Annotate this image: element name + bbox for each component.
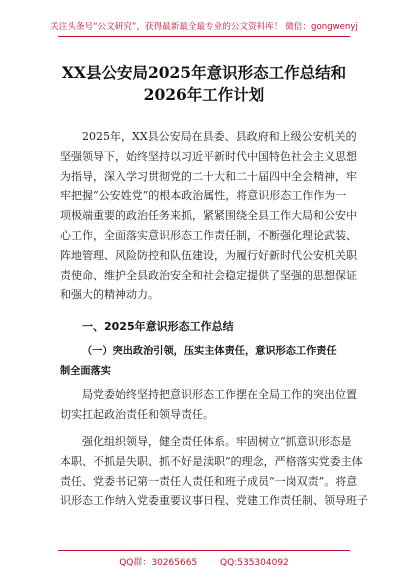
subsection-heading-1 — [60, 342, 350, 382]
intro-line: 心工作，全面落实意识形态工作责任制，不断强化理论武装、 — [60, 228, 357, 242]
title-line-2: 2026年工作计划 — [143, 85, 265, 104]
header-banner: 关注头条号“公文研究”，获得最新最全最专业的公文资料库！ 微信：gongwenyj — [50, 22, 358, 32]
intro-line: 坚强领导下，始终坚持以习近平新时代中国特色社会主义思想 — [60, 149, 357, 163]
footer-qq-number: QQ:535304092 — [220, 558, 289, 568]
intro-line: 和强大的精神动力。 — [60, 288, 159, 302]
paragraph-2 — [60, 432, 368, 511]
intro-line: 2025年，XX县公安局在县委、县政府和上级公安机关的 — [82, 130, 357, 143]
paragraph-line: 局党委始终坚持把意识形态工作摆在全局工作的突出位置 — [82, 388, 357, 401]
section-heading-1: 一、2025年意识形态工作总结 — [82, 320, 234, 333]
paragraph-line: 切实扛起政治责任和领导责任。 — [60, 407, 214, 421]
footer-divider — [58, 550, 350, 551]
footer-qq-group: QQ群：30265665 — [119, 558, 198, 568]
intro-line: 为指导，深入学习贯彻党的二十大和二十届四中全会精神，牢 — [60, 169, 357, 183]
intro-line: 责使命、维护全县政治安全和社会稳定提供了坚强的思想保证 — [60, 268, 357, 282]
intro-line: 牢把握“公安姓党”的根本政治属性，将意识形态工作作为一 — [60, 189, 347, 203]
subsection-line: （一）突出政治引领，压实主体责任，意识形态工作责任 — [82, 346, 337, 357]
paragraph-line: 强化组织领导，健全责任体系。牢固树立“抓意识形态是 — [82, 435, 352, 448]
paragraph-line: 本职、不抓是失职、抓不好是渎职”的理念，严格落实党委主体 — [60, 454, 363, 468]
document-title — [40, 62, 368, 106]
paragraph-1 — [60, 385, 357, 425]
title-line-1: XX县公安局2025年意识形态工作总结和 — [61, 63, 347, 82]
intro-paragraph — [60, 127, 357, 305]
paragraph-line: 责任、党委书记第一责任人责任和班子成员“一岗双责”。将意 — [60, 474, 358, 488]
subsection-line: 制全面落实 — [60, 365, 111, 377]
paragraph-line: 识形态工作纳入党委重要议事日程、党建工作责任制、领导班子 — [60, 494, 368, 508]
header-divider — [58, 36, 350, 37]
intro-line: 阵地管理、风险防控和队伍建设，为履行好新时代公安机关职 — [60, 248, 357, 262]
footer — [0, 555, 408, 568]
intro-line: 项极端重要的政治任务来抓，紧紧围绕全县工作大局和公安中 — [60, 209, 357, 223]
